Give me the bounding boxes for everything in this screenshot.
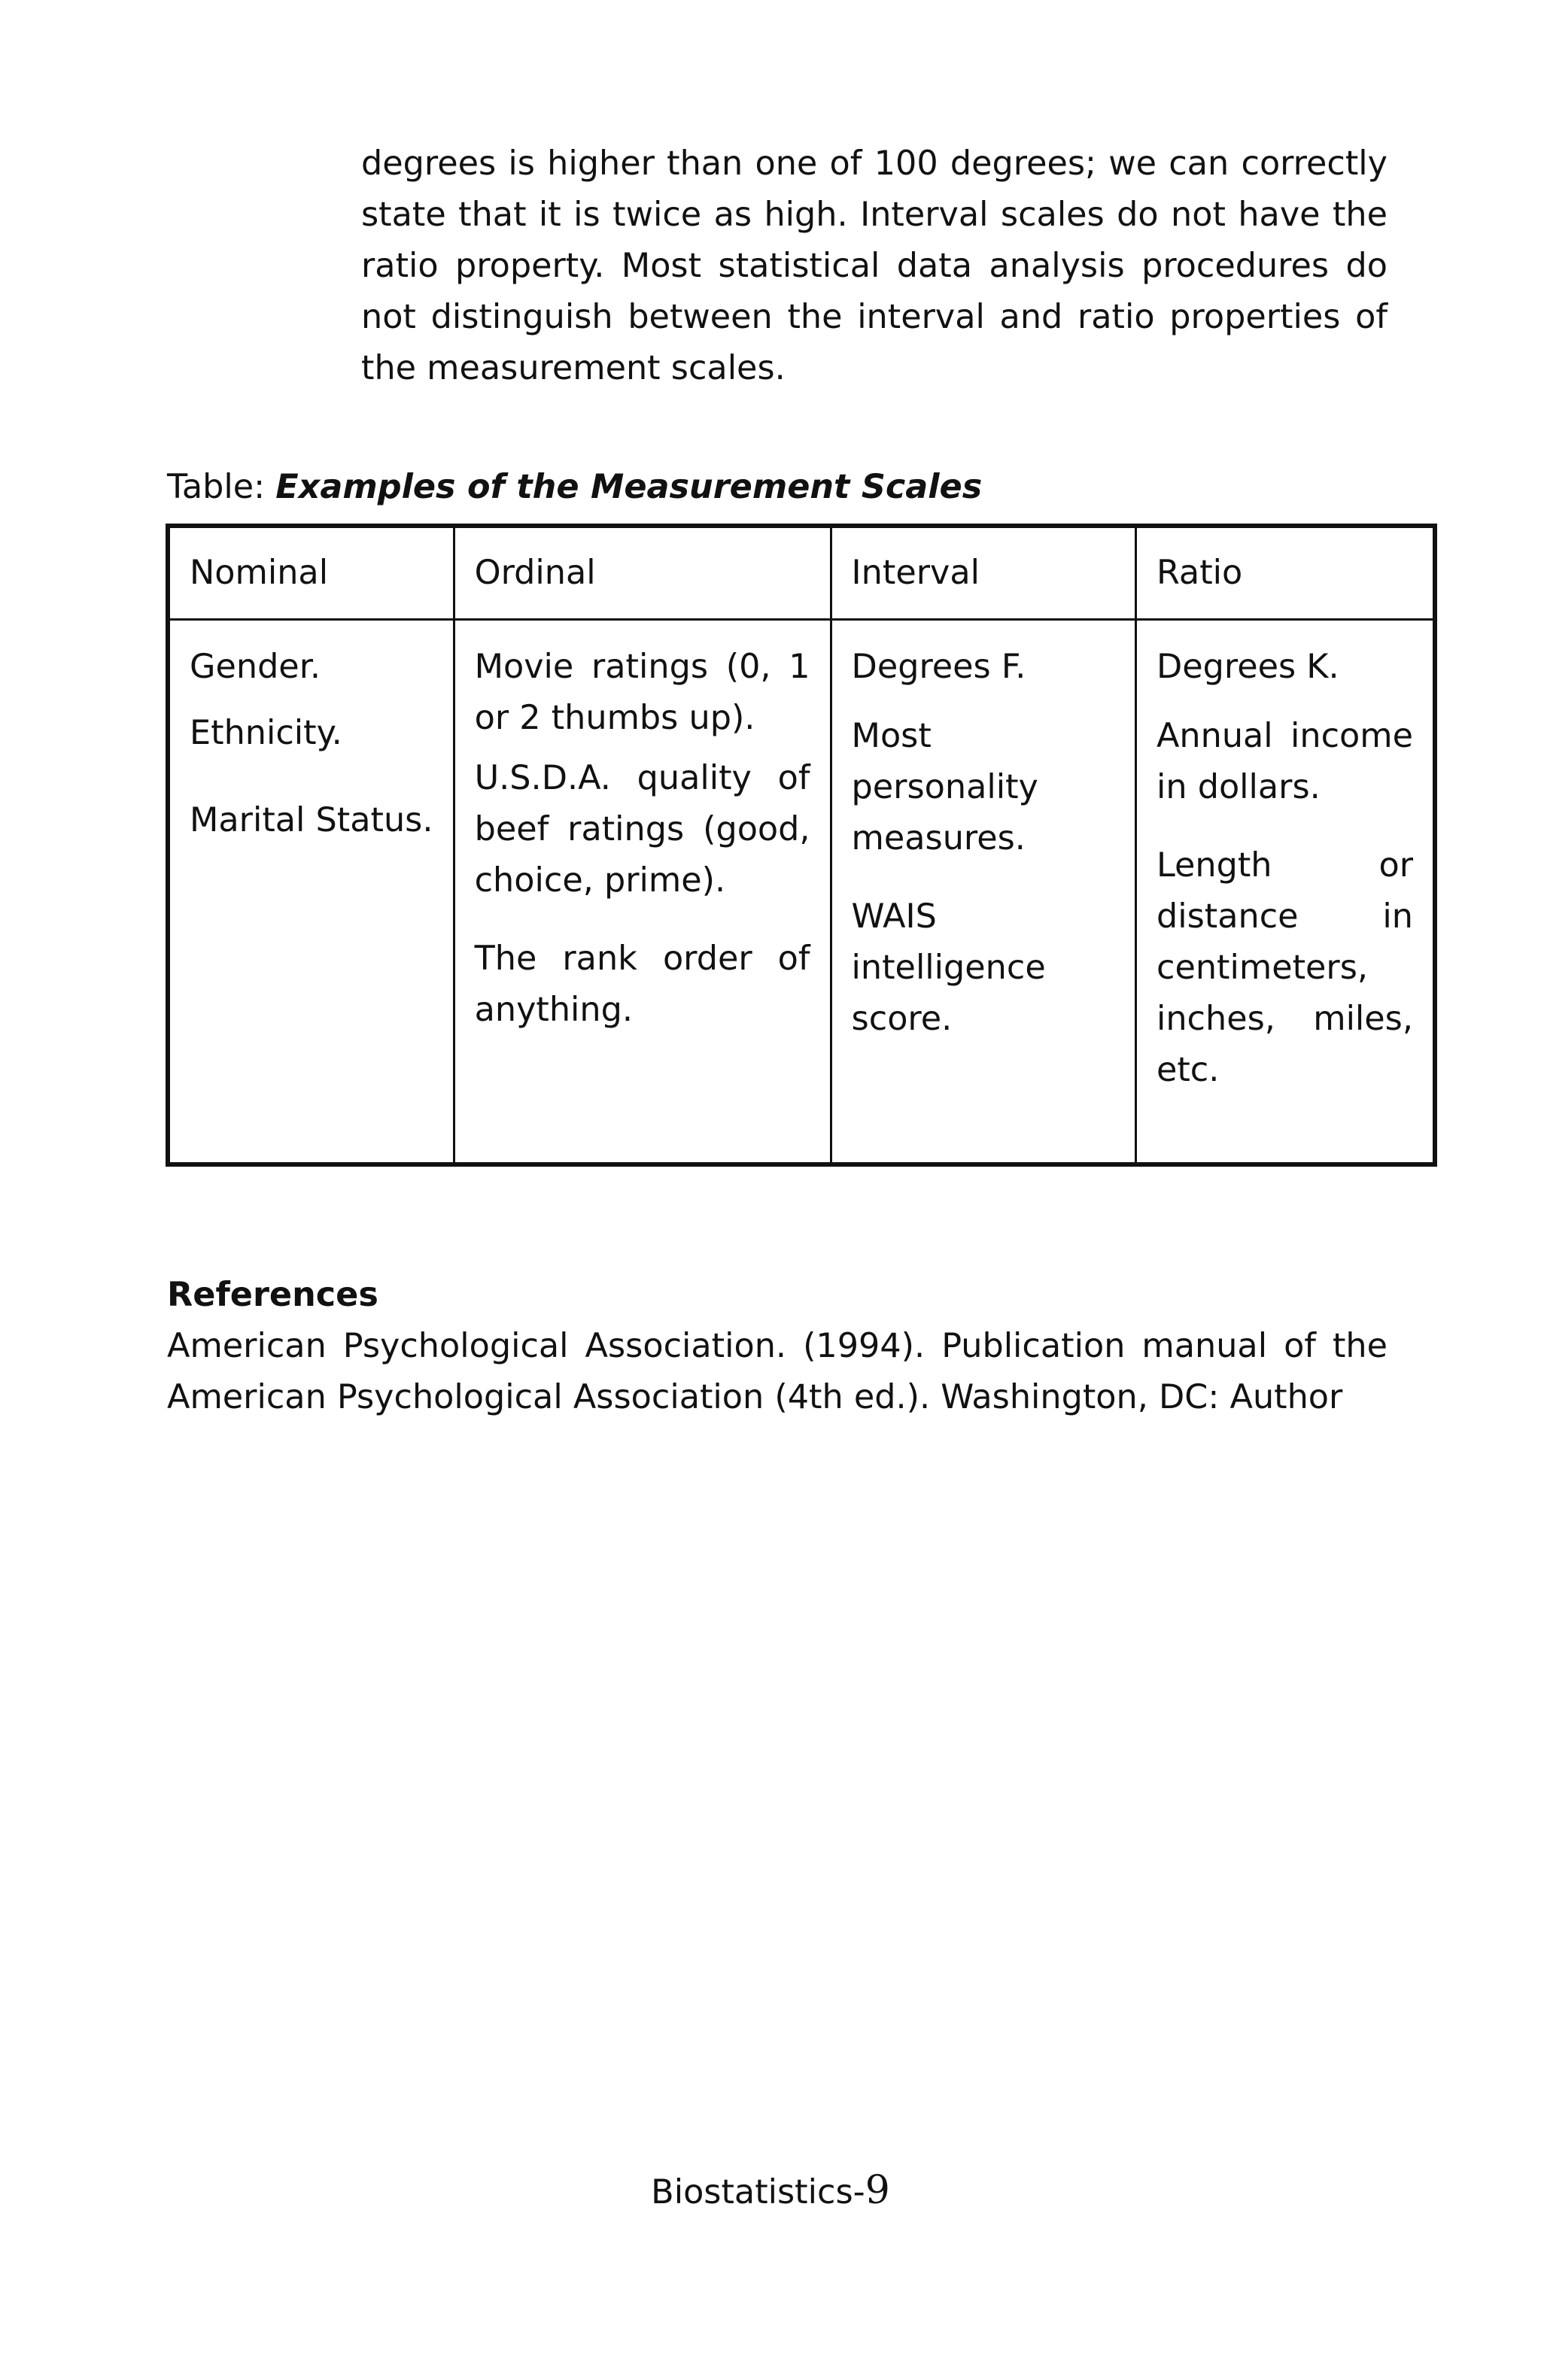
ratio-example: Length or distance in centimeters, inches, miles, etc. xyxy=(1156,846,1413,1089)
header-interval: Interval xyxy=(831,526,1135,620)
header-nominal: Nominal xyxy=(168,526,454,620)
table-caption-prefix: Table: xyxy=(167,468,276,506)
ratio-example: Annual income in dollars. xyxy=(1156,717,1413,806)
footer-label: Biostatistics- xyxy=(651,2173,865,2212)
intro-line: degrees is higher than one of 100 degrees; we can correctly xyxy=(361,144,1388,183)
ordinal-cell xyxy=(454,620,831,1165)
intro-paragraph xyxy=(361,138,1388,394)
table-caption-title: Examples of the Measurement Scales xyxy=(275,468,983,506)
ratio-cell xyxy=(1135,620,1435,1165)
nominal-example: Marital Status. xyxy=(190,801,433,839)
header-ordinal: Ordinal xyxy=(454,526,831,620)
reference-line: American Psychological Association (4th ed.). Washington, DC: Author xyxy=(167,1378,1343,1416)
interval-example: WAIS intelligence score. xyxy=(851,897,1046,1038)
interval-example: Degrees F. xyxy=(851,648,1026,686)
interval-cell xyxy=(831,620,1135,1165)
table-header-row xyxy=(168,526,1435,620)
ordinal-example: The rank order of anything. xyxy=(474,940,810,1029)
reference-line: American Psychological Association. (1994). Publication manual of the xyxy=(167,1327,1388,1365)
nominal-example: Gender. xyxy=(190,648,321,686)
references-heading: References xyxy=(167,1276,378,1314)
ordinal-example: Movie ratings (0, 1 or 2 thumbs up). xyxy=(474,648,810,737)
ratio-example: Degrees K. xyxy=(1156,648,1339,686)
table-row xyxy=(168,620,1435,1165)
interval-example: Most personality measures. xyxy=(851,717,1038,858)
intro-line: not distinguish between the interval and ratio properties of xyxy=(361,298,1388,336)
intro-line: ratio property. Most statistical data analysis procedures do xyxy=(361,247,1388,285)
page-footer xyxy=(0,2165,1541,2218)
nominal-example: Ethnicity. xyxy=(190,714,342,752)
measurement-scales-table xyxy=(166,524,1437,1167)
intro-line: the measurement scales. xyxy=(361,349,786,387)
references-section xyxy=(167,1270,1388,1423)
table-caption xyxy=(167,462,982,513)
ordinal-example: U.S.D.A. quality of beef ratings (good, choice, prime). xyxy=(474,759,810,900)
intro-line: state that it is twice as high. Interval scales do not have the xyxy=(361,196,1388,234)
nominal-cell xyxy=(168,620,454,1165)
header-ratio: Ratio xyxy=(1135,526,1435,620)
page-number: 9 xyxy=(865,2168,890,2213)
